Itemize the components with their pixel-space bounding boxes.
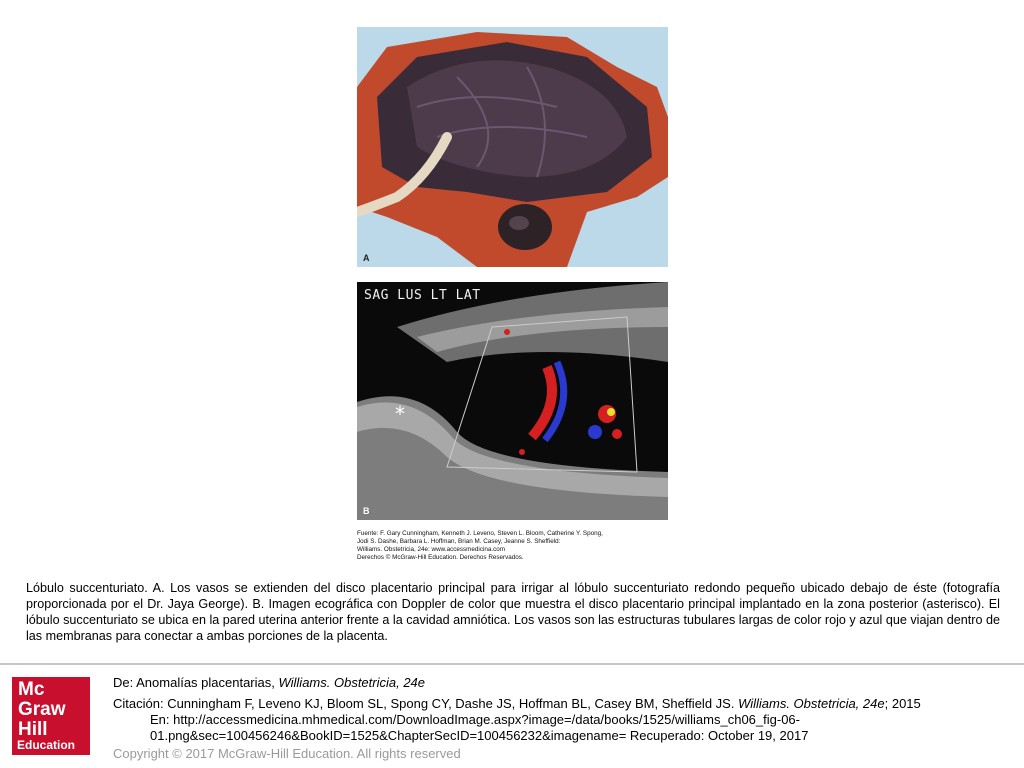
source-line: Williams. Obstetricia, 24e: www.accessmedicina.com	[357, 546, 506, 553]
footer-divider	[0, 663, 1024, 665]
citation-book-title: Williams. Obstetricia, 24e	[738, 696, 885, 711]
source-line: Fuente: F. Gary Cunningham, Kenneth J. Leveno, Steven L. Bloom, Catherine Y. Spong,	[357, 530, 603, 537]
citation-prefix: Citación: Cunningham F, Leveno KJ, Bloom SL, Spong CY, Dashe JS, Hoffman BL, Casey BM, Sheffield JS.	[113, 696, 739, 711]
placenta-photo-illustration	[357, 27, 668, 267]
logo-line: Education	[17, 738, 76, 752]
ultrasound-illustration	[357, 282, 668, 520]
citation-line	[113, 696, 1018, 712]
logo-line: Graw	[18, 699, 66, 720]
placenta-photograph	[357, 27, 668, 267]
copyright-notice: Copyright © 2017 McGraw-Hill Education. All rights reserved	[113, 746, 461, 761]
mcgraw-hill-logo	[12, 677, 90, 755]
citation-url-line: 01.png&sec=100456246&BookID=1525&ChapterSecID=100456232&imagename= Recuperado: October 19, 2017	[150, 728, 809, 743]
source-line: Derechos © McGraw-Hill Education. Derechos Reservados.	[357, 554, 524, 561]
asterisk-marker: *	[395, 402, 405, 426]
from-book-title: Williams. Obstetricia, 24e	[278, 675, 426, 690]
figure-caption: Lóbulo succenturiato. A. Los vasos se extienden del disco placentario principal para irrigar al lóbulo succenturiato redondo pequeño ubicado debajo de éste (fotografía proporcionada por el Dr. Jaya George). B. Imagen ecográfica con Doppler de color que muestra el disco placentario principal implantado en la zona posterior (asterisco). El lóbulo succenturiato se ubica en la pared uterina anterior frente a la cavidad amniótica. Los vasos son las estructuras tubulares largas de color rojo y azul que viajan dentro de las membranas para conectar a ambas porciones de la placenta.	[26, 581, 1000, 643]
image-source-credit	[357, 530, 668, 562]
logo-line: Mc	[18, 679, 45, 700]
doppler-ultrasound-image	[357, 282, 668, 520]
citation-url-line: En: http://accessmedicina.mhmedical.com/DownloadImage.aspx?image=/data/books/1525/williams_ch06_fig-06-	[150, 712, 800, 727]
citation	[113, 696, 1018, 744]
ultrasound-label: SAG LUS LT LAT	[364, 288, 481, 303]
from-prefix: De: Anomalías placentarias,	[113, 675, 279, 690]
logo-line: Hill	[18, 719, 48, 740]
source-line: Jodi S. Dashe, Barbara L. Hoffman, Brian M. Casey, Jeanne S. Sheffield:	[357, 538, 561, 545]
citation-year: ; 2015	[884, 696, 921, 711]
from-line	[113, 675, 425, 691]
panel-b-letter: B	[363, 506, 370, 516]
panel-a-letter: A	[363, 253, 370, 263]
